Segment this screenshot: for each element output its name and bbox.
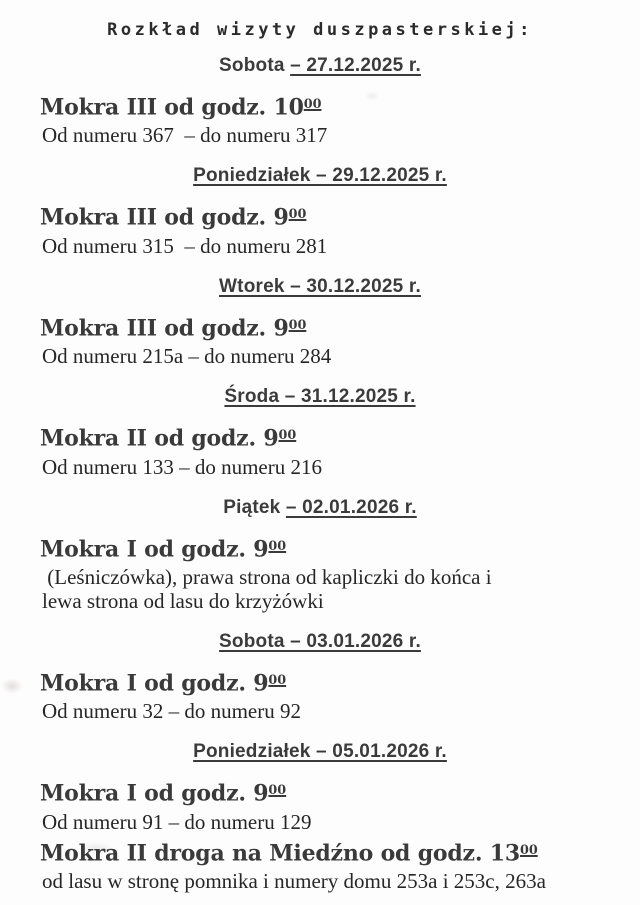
day-header <box>0 165 640 187</box>
visit-minutes-superscript: 00 <box>268 672 287 688</box>
visit-minutes-superscript: 00 <box>268 538 287 554</box>
visit-hour: 9 <box>273 315 289 342</box>
route-description-line: lewa strona od lasu do krzyżówki <box>42 588 324 613</box>
street-name: Mokra III od godz. <box>40 94 274 121</box>
visit-hour: 9 <box>273 204 289 231</box>
street-name: Mokra II droga na Miedźno od godz. <box>40 840 490 866</box>
route-description-line: od lasu w stronę pomnika i numery domu 253a i 253c, 263a <box>42 869 546 893</box>
visit-hour: 10 <box>273 94 304 121</box>
day-section-wtorek-30-12 <box>0 276 640 368</box>
document-title: Rozkład wizyty duszpasterskiej: <box>107 20 533 40</box>
day-header-date-underlined: – 02.01.2026 r. <box>285 496 417 518</box>
day-section-poniedzialek-05-01 <box>0 741 640 893</box>
street-heading <box>40 837 640 867</box>
visit-hour: 9 <box>253 670 269 697</box>
day-header-date-underlined: Poniedziałek – 05.01.2026 r. <box>193 741 447 763</box>
street-heading <box>40 91 640 121</box>
day-header-date-underlined: – 27.12.2025 r. <box>290 55 421 76</box>
day-header-date-underlined: Sobota – 03.01.2026 r. <box>219 630 421 652</box>
street-heading <box>40 422 640 452</box>
house-number-range: Od numeru 215a – do numeru 284 <box>42 344 332 369</box>
visit-minutes-superscript: 00 <box>519 842 538 858</box>
street-heading <box>40 777 640 807</box>
visit-hour: 13 <box>489 840 520 866</box>
day-header <box>0 497 640 519</box>
house-number-range: Od numeru 315 – do numeru 281 <box>42 233 328 258</box>
street-heading <box>40 201 640 231</box>
day-section-sroda-31-12 <box>0 386 640 478</box>
house-number-range: Od numeru 91 – do numeru 129 <box>42 809 312 834</box>
day-section-poniedzialek-29-12 <box>0 165 640 257</box>
day-header-plain: Piątek <box>223 496 286 518</box>
street-name: Mokra II od godz. <box>40 425 264 452</box>
day-header-date-underlined: Poniedziałek – 29.12.2025 r. <box>193 165 447 187</box>
visit-hour: 9 <box>263 425 279 452</box>
visit-minutes-superscript: 00 <box>268 783 287 799</box>
day-header-plain: Sobota <box>219 55 291 76</box>
day-header <box>0 631 640 653</box>
day-section-piatek-02-01 <box>0 497 640 613</box>
day-header <box>0 386 640 408</box>
street-name: Mokra I od godz. <box>40 535 254 562</box>
street-heading <box>40 667 640 697</box>
house-number-range: Od numeru 32 – do numeru 92 <box>42 699 301 724</box>
street-name: Mokra III od godz. <box>40 204 274 231</box>
street-heading <box>40 533 640 563</box>
visit-minutes-superscript: 00 <box>303 97 322 112</box>
house-number-range: Od numeru 367 – do numeru 317 <box>42 123 328 148</box>
visit-minutes-superscript: 00 <box>288 317 307 333</box>
street-name: Mokra I od godz. <box>40 780 254 807</box>
day-header <box>0 55 640 77</box>
day-section-sobota-03-01 <box>0 631 640 723</box>
street-heading <box>40 312 640 342</box>
day-header <box>0 276 640 298</box>
day-header-date-underlined: Środa – 31.12.2025 r. <box>224 386 416 408</box>
day-header-date-underlined: Wtorek – 30.12.2025 r. <box>219 275 421 297</box>
route-description-line: (Leśniczówka), prawa strona od kapliczki do końca i <box>42 564 492 589</box>
street-name: Mokra III od godz. <box>40 315 274 342</box>
visit-minutes-superscript: 00 <box>288 207 307 223</box>
visit-minutes-superscript: 00 <box>278 428 297 444</box>
visit-hour: 9 <box>253 780 269 807</box>
visit-hour: 9 <box>253 535 269 562</box>
house-number-range: Od numeru 133 – do numeru 216 <box>42 454 322 479</box>
street-name: Mokra I od godz. <box>40 670 254 697</box>
day-section-sobota-27-12 <box>0 55 640 147</box>
day-header <box>0 741 640 763</box>
